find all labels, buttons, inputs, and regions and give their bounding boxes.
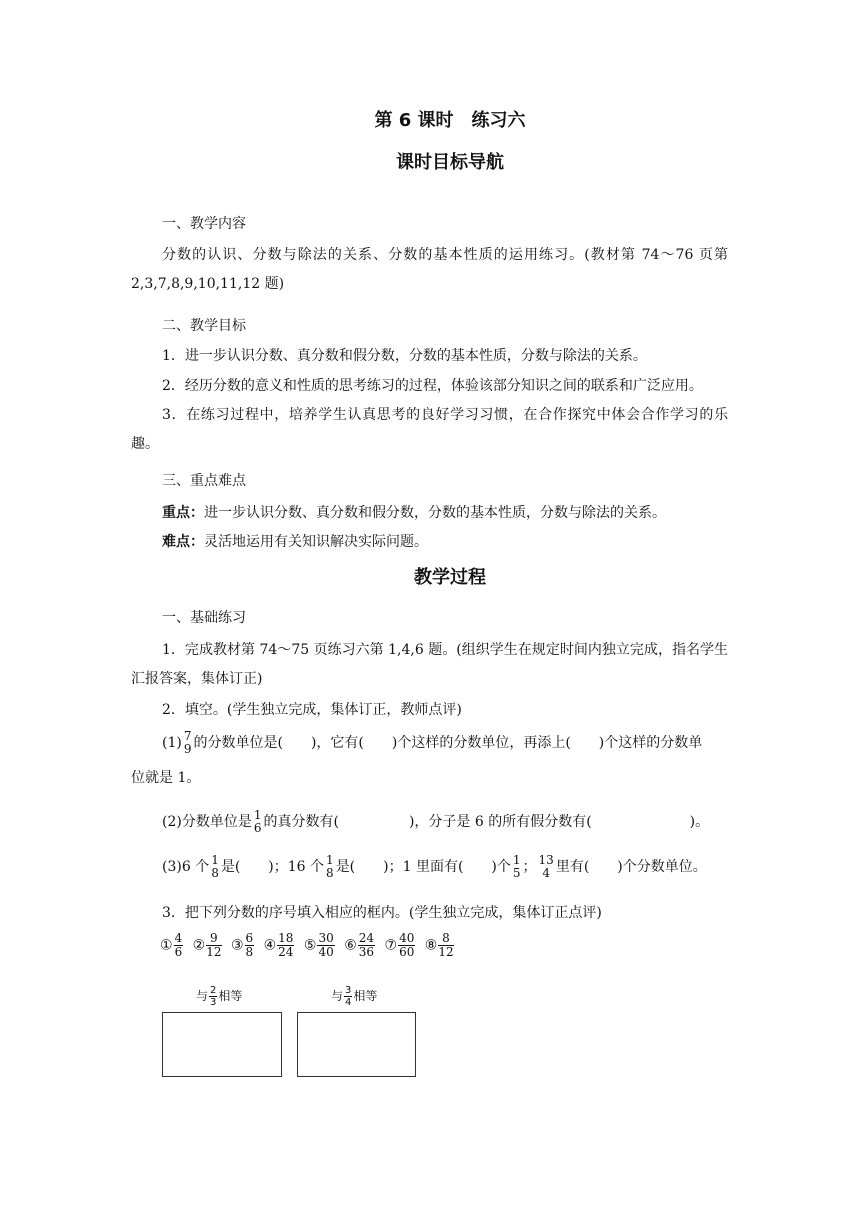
answer-box-3-4[interactable] <box>297 1012 416 1077</box>
fraction-item: ⑧ $\frac{8}{12}$ <box>424 931 454 959</box>
box-label-3-4: 与 $\frac{3}{4}$ 相等 <box>331 985 378 1008</box>
key-point-label: 重点： <box>162 505 204 521</box>
q2-3-text-2: 是( )；16 个 <box>220 859 325 875</box>
question-2-3 <box>162 853 728 882</box>
key-point <box>162 499 728 528</box>
fraction-7-9: 7 9 <box>183 729 192 756</box>
goal-item-3: 3．在练习过程中，培养学生认真思考的良好学习习惯，在合作探究中体会合作学习的乐趣。 <box>131 407 728 452</box>
difficult-point <box>162 528 728 557</box>
page-title: 第 6 课时 练习六 <box>374 110 526 131</box>
q2-2-prefix: (2)分数单位是 <box>162 814 252 830</box>
fraction-1-5: 1 5 <box>512 853 521 880</box>
section-heading-basic-practice: 一、基础练习 <box>162 610 246 626</box>
q2-3-text-1: (3)6 个 <box>162 859 210 875</box>
box-label-2-3: 与 $\frac{2}{3}$ 相等 <box>196 985 243 1008</box>
difficult-point-text: 灵活地运用有关知识解决实际问题。 <box>204 534 428 550</box>
goal-item-1: 1．进一步认识分数、真分数和假分数，分数的基本性质，分数与除法的关系。 <box>162 348 647 364</box>
answer-box-2-3[interactable] <box>162 1012 282 1077</box>
goal-item-2: 2．经历分数的意义和性质的思考练习的过程，体验该部分知识之间的联系和广泛应用。 <box>162 378 703 394</box>
q2-3-text-3: 是( )；1 里面有( )个 <box>335 859 511 875</box>
fraction-list <box>160 932 459 959</box>
question-2-1-cont: 位就是 1。 <box>131 770 201 786</box>
q2-3-text-4: ； <box>522 859 537 875</box>
key-point-text: 进一步认识分数、真分数和假分数，分数的基本性质，分数与除法的关系。 <box>204 505 666 521</box>
fraction-item: ⑤ $\frac{30}{40}$ <box>303 931 334 959</box>
fraction-1-8-b: 1 8 <box>326 853 334 880</box>
section-text-content: 分数的认识、分数与除法的关系、分数的基本性质的运用练习。(教材第 74～76 页第 2,3,7,8,9,10,11,12 题) <box>131 247 728 292</box>
q2-3-text-5: 里有( )个分数单位。 <box>555 859 707 875</box>
question-2-2 <box>162 808 728 837</box>
fraction-item: ③ $\frac{6}{8}$ <box>230 931 254 959</box>
fraction-item: ② $\frac{9}{12}$ <box>192 931 222 959</box>
fraction-item: ① $\frac{4}{6}$ <box>160 931 183 959</box>
fraction-item: ⑦ $\frac{40}{60}$ <box>384 931 415 959</box>
fraction-13-4: 13 4 <box>538 853 554 880</box>
section-heading-keypoints: 三、重点难点 <box>162 473 246 489</box>
fraction-item: ④ $\frac{18}{24}$ <box>263 931 294 959</box>
question-2: 2．填空。(学生独立完成，集体订正，教师点评) <box>162 702 462 718</box>
question-1: 1．完成教材第 74～75 页练习六第 1,4,6 题。(组织学生在规定时间内独立完成，指名学生汇报答案，集体订正) <box>131 642 728 687</box>
process-title: 教学过程 <box>414 567 486 588</box>
q2-1-text: 的分数单位是( )，它有( )个这样的分数单位，再添上( )个这样的分数单 <box>193 735 703 751</box>
difficult-point-label: 难点： <box>162 534 204 550</box>
page-subtitle: 课时目标导航 <box>396 152 504 173</box>
question-2-1 <box>162 729 728 758</box>
section-heading-goals: 二、教学目标 <box>162 318 246 334</box>
q2-1-prefix: (1) <box>162 735 182 751</box>
section-heading-content: 一、教学内容 <box>162 216 246 232</box>
fraction-1-8-a: 1 8 <box>211 853 219 880</box>
fraction-1-6: 1 6 <box>253 808 262 835</box>
q2-2-text: 的真分数有( )，分子是 6 的所有假分数有( )。 <box>263 814 710 830</box>
question-3: 3．把下列分数的序号填入相应的框内。(学生独立完成，集体订正点评) <box>162 905 602 921</box>
fraction-item: ⑥ $\frac{24}{36}$ <box>344 931 375 959</box>
